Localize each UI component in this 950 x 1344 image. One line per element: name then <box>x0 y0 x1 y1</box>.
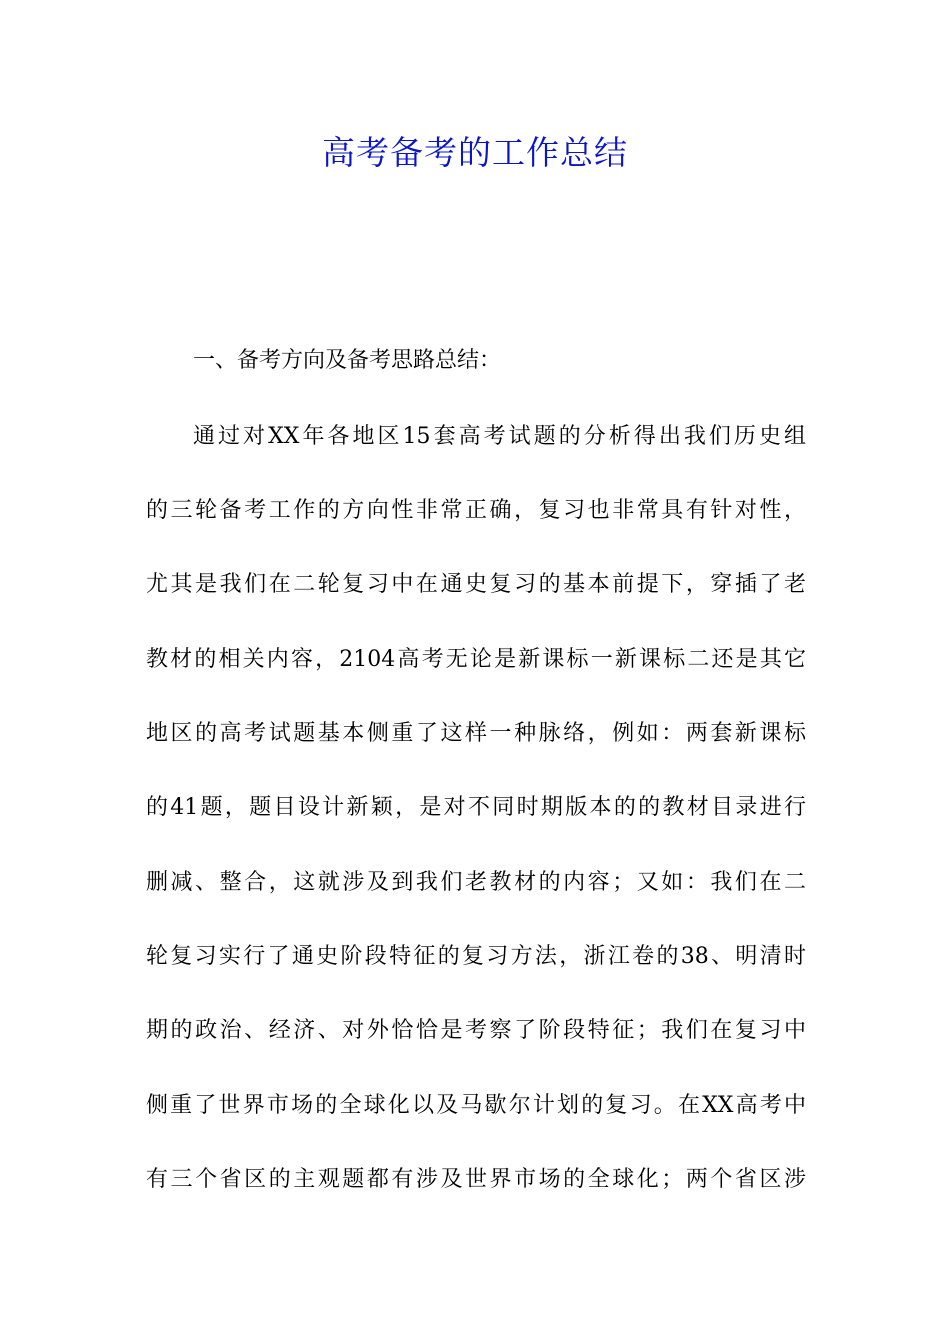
paragraph-line-1: 通过对XX年各地区15套高考试题的分析得出我们历史组 <box>193 424 806 449</box>
paragraph-line-4: 教材的相关内容，2104高考无论是新课标一新课标二还是其它 <box>146 647 806 672</box>
section-heading: 一、备考方向及备考思路总结： <box>193 348 502 373</box>
paragraph-line-5: 地区的高考试题基本侧重了这样一种脉络，例如：两套新课标 <box>146 721 806 746</box>
paragraph-line-2: 的三轮备考工作的方向性非常正确，复习也非常具有针对性， <box>146 498 806 523</box>
paragraph-line-10: 侧重了世界市场的全球化以及马歇尔计划的复习。在XX高考中 <box>146 1093 806 1118</box>
paragraph-line-3: 尤其是我们在二轮复习中在通史复习的基本前提下，穿插了老 <box>146 572 806 597</box>
paragraph-line-11: 有三个省区的主观题都有涉及世界市场的全球化；两个省区涉 <box>146 1167 806 1192</box>
paragraph-line-7: 删减、整合，这就涉及到我们老教材的内容；又如：我们在二 <box>146 870 806 895</box>
document-title: 高考备考的工作总结 <box>322 133 628 172</box>
paragraph-line-6: 的41题，题目设计新颖，是对不同时期版本的的教材目录进行 <box>146 795 806 820</box>
paragraph-line-8: 轮复习实行了通史阶段特征的复习方法，浙江卷的38、明清时 <box>146 944 806 969</box>
paragraph-line-9: 期的政治、经济、对外恰恰是考察了阶段特征；我们在复习中 <box>146 1018 806 1043</box>
